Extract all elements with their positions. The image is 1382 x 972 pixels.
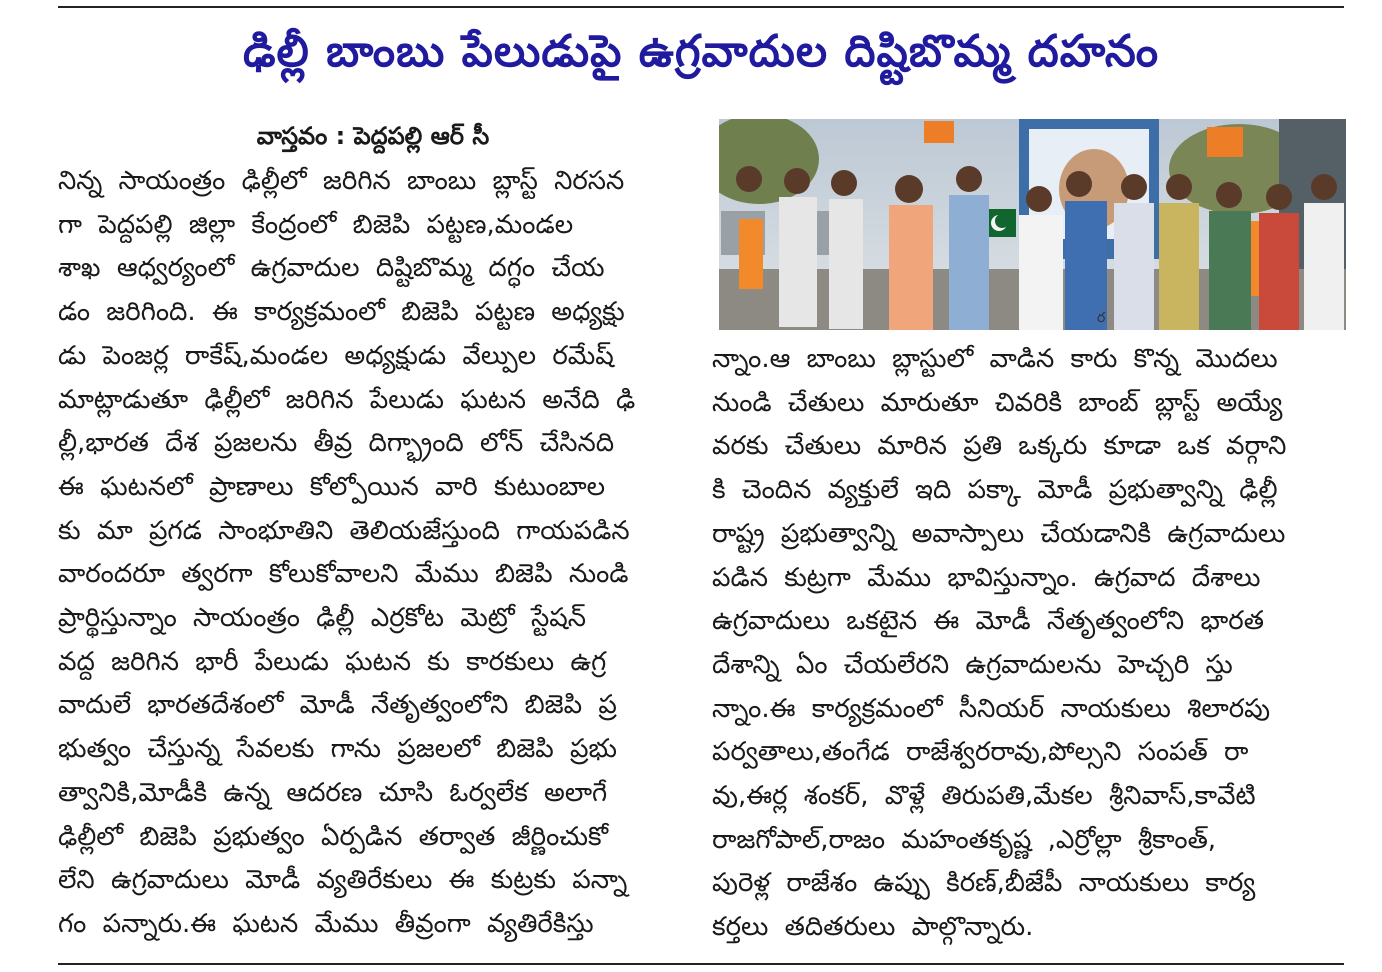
protest-photo-illustration	[719, 119, 1346, 330]
article-line: లేని ఉగ్రవాదులు మోడీ వ్యతిరేకులు ఈ కుట్రకు పన్నా	[58, 865, 628, 896]
article-line: కు మా ప్రగడ సాంభూతిని తెలియజేస్తుంది గాయపడిన	[58, 515, 630, 546]
top-rule	[58, 6, 1344, 8]
article-line: రాజగోపాల్,రాజం మహంతకృష్ణ ,ఎర్రోల్లా శ్రీకాంత్,	[712, 824, 1217, 855]
article-line: ఈ ఘటనలో ప్రాణాలు కోల్పోయిన వారి కుటుంబాల	[58, 471, 606, 502]
right-column	[712, 338, 1342, 950]
article-line: వద్ద జరిగిన భారీ పేలుడు ఘటన కు కారకులు ఉగ్ర	[58, 646, 607, 677]
article-line: గా పెద్దపల్లి జిల్లా కేంద్రంలో బిజెపి పట్టణ,మండల	[58, 209, 574, 240]
article-line: న్నాం.ఈ కార్యక్రమంలో సీనియర్ నాయకులు శిలారపు	[712, 693, 1271, 724]
article-line: ల్లీ,భారత దేశ ప్రజలను తీవ్ర దిగ్భ్రాంది లోన్ చేసినది	[58, 428, 615, 459]
article-line: రాష్ట్ర ప్రభుత్వాన్ని అవాస్పాలు చేయడానికి ఉగ్రవాదులు	[712, 518, 1286, 549]
article-line: గం పన్నారు.ఈ ఘటన మేము తీవ్రంగా వ్యతిరేకిస్తు	[58, 908, 594, 939]
article-line: నుండి చేతులు మారుతూ చివరికి బాంబ్ బ్లాస్ట్ అయ్యే	[712, 387, 1283, 418]
article-line: వరకు చేతులు మారిన ప్రతి ఒక్కరు కూడా ఒక వర్గాని	[712, 431, 1287, 462]
news-photo	[719, 119, 1346, 330]
article-line: ఉగ్రవాదులు ఒకటైన ఈ మోడీ నేతృత్వంలోని భారత	[712, 606, 1264, 637]
article-line: డం జరిగింది. ఈ కార్యక్రమంలో బిజెపి పట్టణ అధ్యక్షు	[58, 297, 625, 328]
article-line: కి చెందిన వ్యక్తులే ఇది పక్కా మోడీ ప్రభుత్వాన్ని ఢిల్లీ	[712, 475, 1278, 506]
article-line: వు,ఈర్ల శంకర్, వొళ్లే తిరుపతి,మేకల శ్రీనివాస్,కావేటి	[712, 781, 1256, 812]
dateline: వాస్తవం : పెద్దపల్లి ఆర్ సీ	[256, 122, 490, 150]
article-line: పురెళ్ల రాజేశం ఉప్పు కిరణ్,బీజేపీ నాయకులు కార్య	[712, 868, 1256, 899]
article-line: నిన్న సాయంత్రం ఢిల్లీలో జరిగిన బాంబు బ్లాస్ట్ నిరసన	[58, 166, 625, 196]
article-line: ఢిల్లీలో బిజెపి ప్రభుత్వం ఏర్పడిన తర్వాత జీర్ణించుకో	[58, 821, 609, 852]
article-line: దేశాన్ని ఏం చేయలేరని ఉగ్రవాదులను హెచ్చరి స్తు	[712, 649, 1233, 680]
article-line: భుత్వం చేస్తున్న సేవలకు గాను ప్రజలలో బిజెపి ప్రభు	[58, 734, 618, 765]
article-line: వారందరూ త్వరగా కోలుకోవాలని మేము బిజెపి నుండి	[58, 559, 629, 590]
article-line: త్వానికి,మోడీకి ఉన్న ఆదరణ చూసి ఓర్వలేక అలాగే	[58, 777, 608, 808]
headline: ఢిల్లీ బాంబు పేలుడుపై ఉగ్రవాదుల దిష్టిబొమ్మ దహనం	[242, 26, 1160, 77]
left-column	[58, 160, 688, 947]
bottom-rule	[58, 963, 1344, 965]
article-line: మాట్లాడుతూ ఢిల్లీలో జరిగిన పేలుడు ఘటన అనేది ఢి	[58, 384, 636, 415]
article-line: శాఖ ఆధ్వర్యంలో ఉగ్రవాదుల దిష్టిబొమ్మ దగ్ధం చేయ	[58, 253, 605, 284]
article-line: పడిన కుట్రగా మేము భావిస్తున్నాం. ఉగ్రవాద దేశాలు	[712, 562, 1261, 593]
flag-text: ర	[1097, 310, 1106, 326]
article-line: కర్తలు తదితరులు పాల్గొన్నారు.	[712, 912, 1034, 943]
article-line: డు పెంజర్ల రాకేష్,మండల అధ్యక్షుడు వేల్పుల రమేష్	[58, 340, 614, 371]
article-line: న్నాం.ఆ బాంబు బ్లాస్టులో వాడిన కారు కొన్న మొదలు	[712, 344, 1278, 374]
article-line: ప్రార్థిస్తున్నాం సాయంత్రం ఢిల్లీ ఎర్రకోట మెట్రో స్టేషన్	[58, 603, 587, 634]
article-line: వాదులే భారతదేశంలో మోడీ నేతృత్వంలోని బిజెపి ప్ర	[58, 690, 617, 721]
article-line: పర్వతాలు,తంగేడ రాజేశ్వరరావు,పోల్సని సంపత్ రా	[712, 737, 1249, 768]
